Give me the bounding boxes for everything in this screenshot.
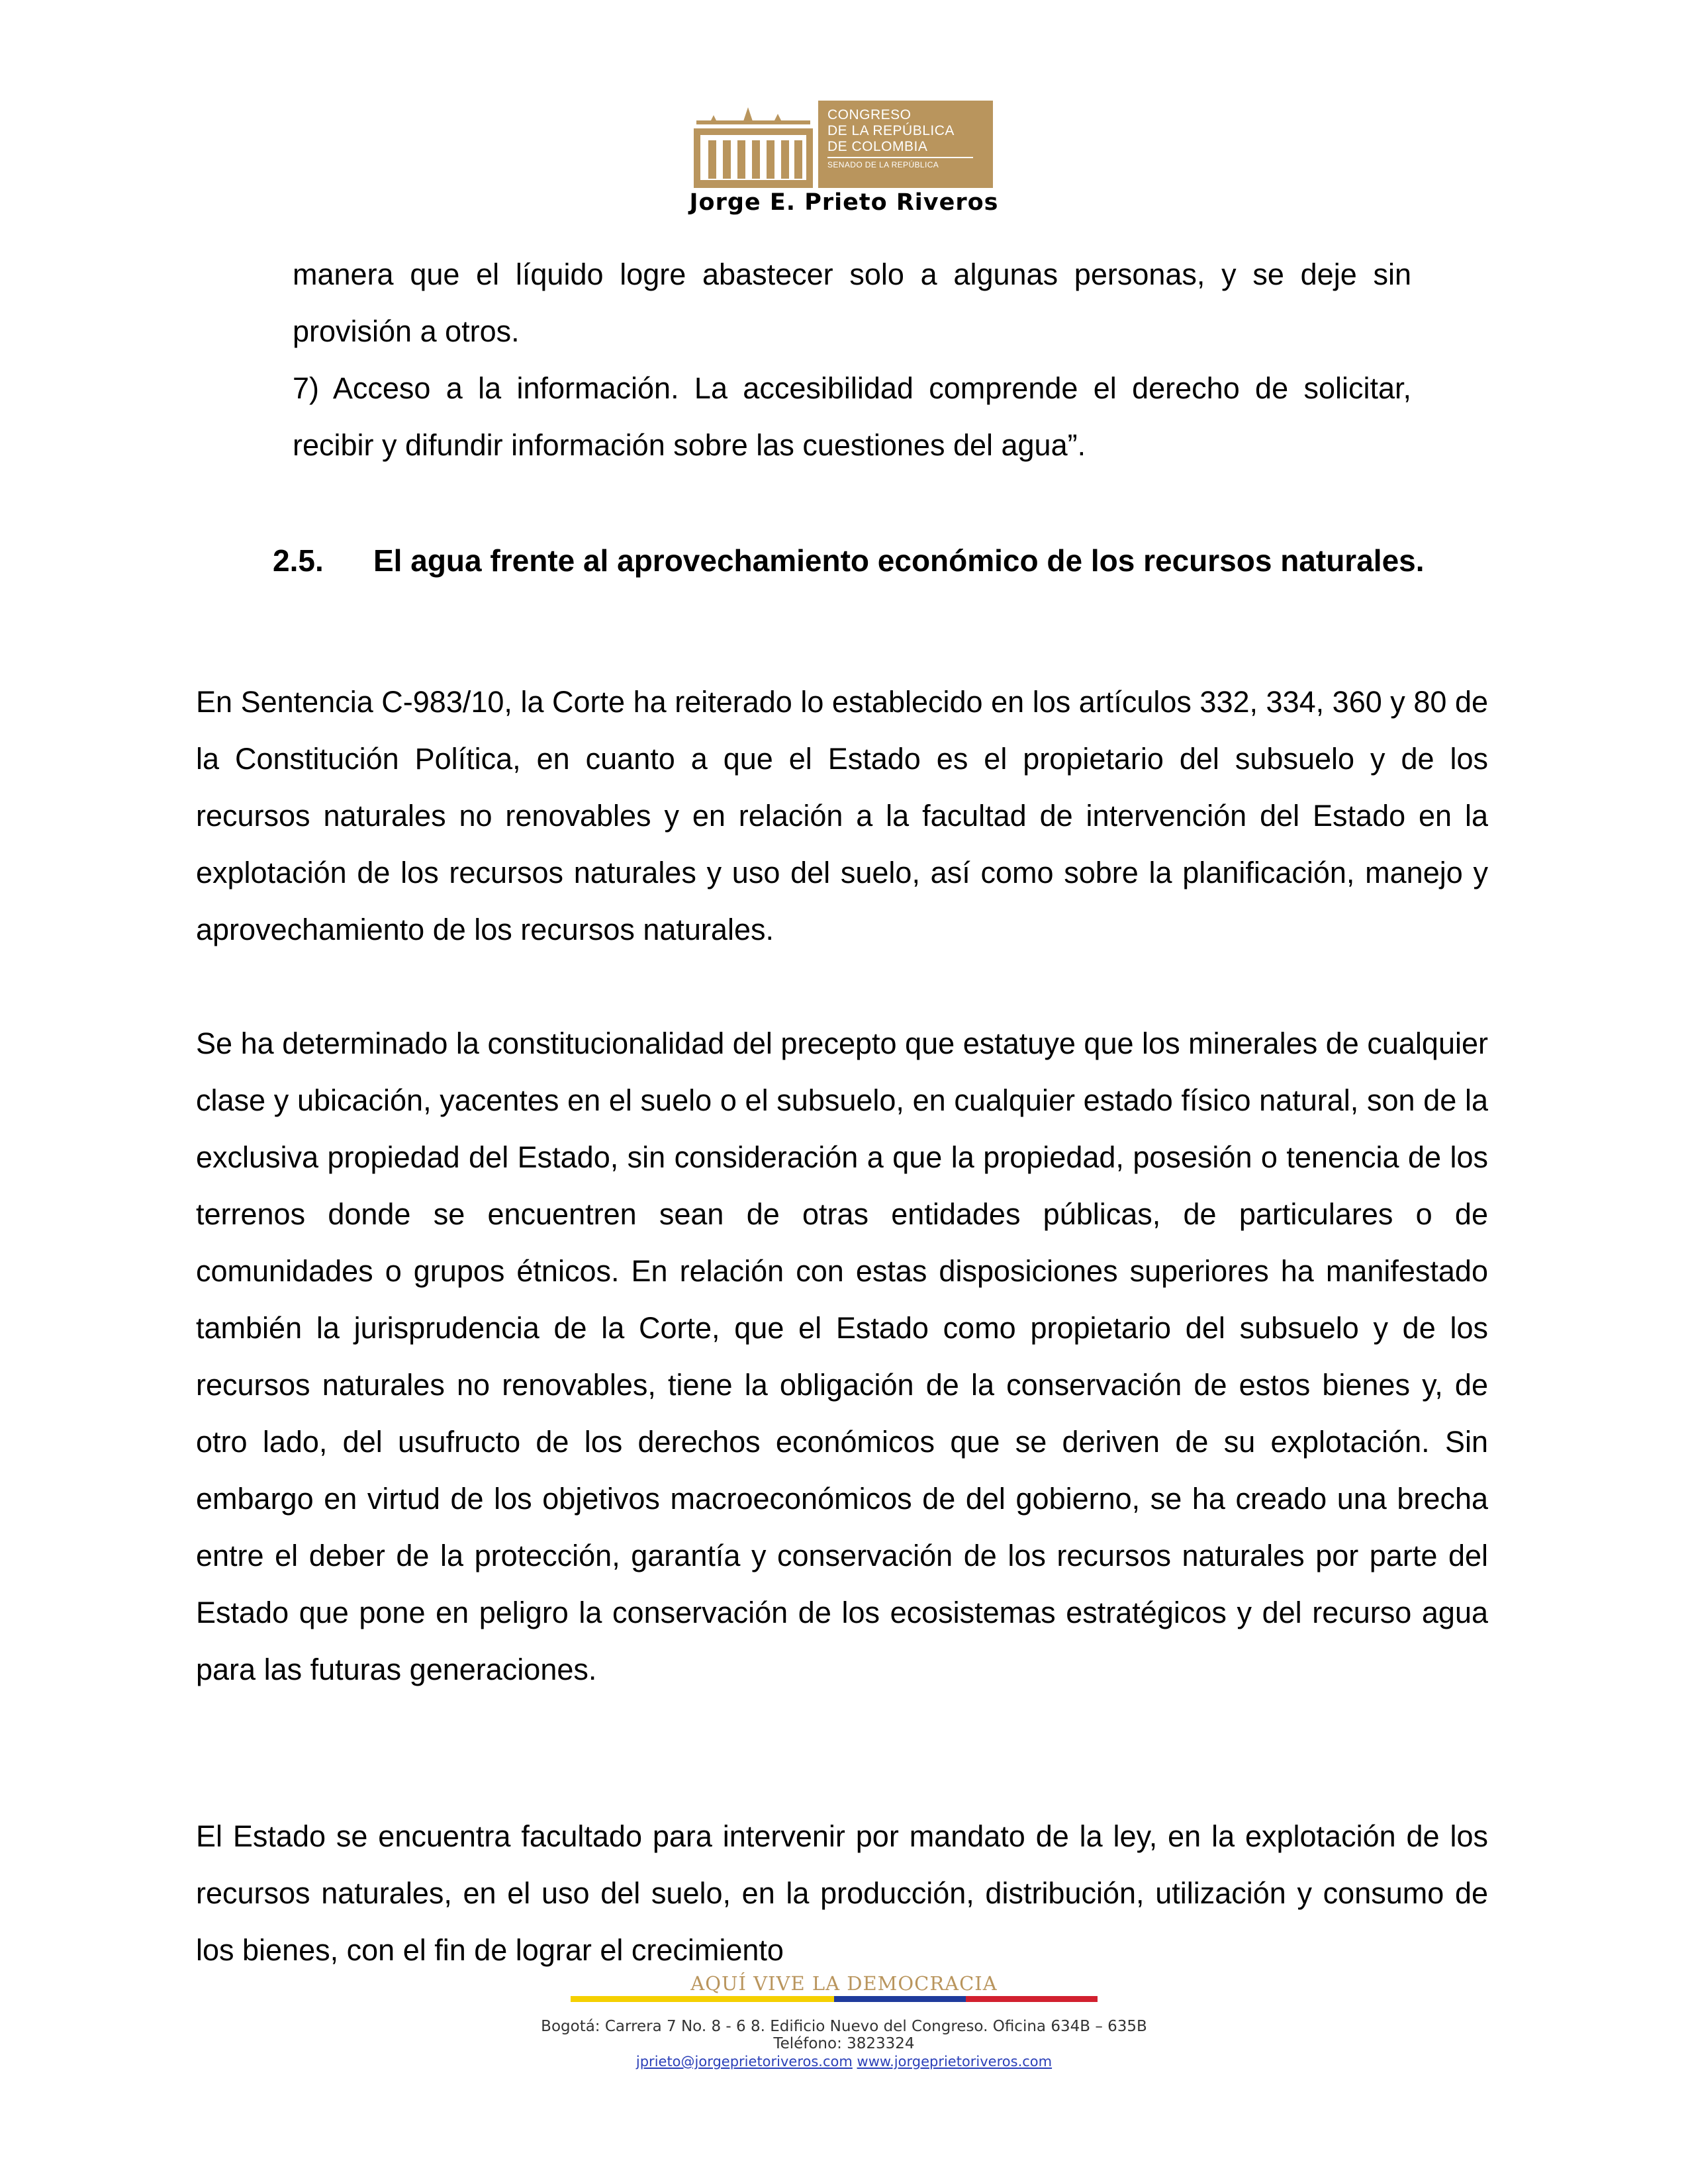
congreso-logo bbox=[694, 101, 993, 188]
footer-address: Bogotá: Carrera 7 No. 8 - 6 8. Edificio Nuevo del Congreso. Oficina 634B – 635B bbox=[541, 2018, 1147, 2035]
logo-line-1: CONGRESO bbox=[827, 107, 912, 122]
capitol-building-icon bbox=[694, 101, 813, 188]
section-title: El agua frente al aprovechamiento económico de los recursos naturales. bbox=[373, 543, 1425, 578]
paragraph-3: El Estado se encuentra facultado para intervenir por mandato de la ley, en la explotación de los recursos naturales, en el uso del suelo, en la producción, distribución, utilización y consumo de los bienes, con el fin de lograr el crecimiento bbox=[196, 1819, 1488, 1967]
logo-text-box bbox=[818, 101, 993, 188]
colombia-flag-bar bbox=[571, 1996, 1098, 2002]
paragraph-2: Se ha determinado la constitucionalidad del precepto que estatuye que los minerales de cualquier clase y ubicación, yacentes en el suelo o el subsuelo, en cualquier estado físico natural, son de la exclusiva propiedad del Estado, sin consideración a que la propiedad, posesión o tenencia de los terrenos donde se encuentren sean de otras entidades públicas, de particulares o de comunidades o grupos étnicos. En relación con estas disposiciones superiores ha manifestado también la jurisprudencia de la Corte, que el Estado como propietario del subsuelo y de los recursos naturales no renovables, tiene la obligación de la conservación de estos bienes y, de otro lado, del usufructo de los derechos económicos que se deriven de su explotación. Sin embargo en virtud de los objetivos macroeconómicos de del gobierno, se ha creado una brecha entre el deber de la protección, garantía y conservación de los recursos naturales por parte del Estado que pone en peligro la conservación de los ecosistemas estratégicos y del recurso agua para las futuras generaciones. bbox=[196, 1026, 1488, 1686]
footer-phone: Teléfono: 3823324 bbox=[773, 2035, 915, 2052]
footer-links bbox=[0, 2053, 1688, 2070]
footer-slogan: AQUÍ VIVE LA DEMOCRACIA bbox=[690, 1972, 998, 1995]
flag-red-stripe bbox=[966, 1996, 1098, 2002]
quote-text: manera que el líquido logre abastecer solo a algunas personas, y se deje sin provisión a otros. 7) Acceso a la información. La accesibilidad comprende el derecho de solicitar, recibir y difundir información sobre las cuestiones del agua”. bbox=[293, 257, 1411, 462]
flag-blue-stripe bbox=[834, 1996, 966, 2002]
logo-divider bbox=[827, 157, 973, 158]
logo-line-4: SENADO DE LA REPÚBLICA bbox=[827, 160, 939, 169]
email-link[interactable]: jprieto@jorgeprietoriveros.com bbox=[635, 2054, 853, 2070]
section-number: 2.5. bbox=[273, 543, 324, 578]
logo-line-3: DE COLOMBIA bbox=[827, 139, 928, 154]
paragraph-1: En Sentencia C-983/10, la Corte ha reiterado lo establecido en los artículos 332, 334, 360 y 80 de la Constitución Política, en cuanto a que el Estado es el propietario del subsuelo y de los recursos naturales no renovables y en relación a la facultad de intervención del Estado en la explotación de los recursos naturales y uso del suelo, así como sobre la planificación, manejo y aprovechamiento de los recursos naturales. bbox=[196, 685, 1488, 946]
website-link[interactable]: www.jorgeprietoriveros.com bbox=[857, 2054, 1053, 2070]
flag-yellow-stripe bbox=[571, 1996, 834, 2002]
author-name: Jorge E. Prieto Riveros bbox=[689, 189, 999, 216]
logo-line-2: DE LA REPÚBLICA bbox=[827, 123, 955, 138]
quote-continuation bbox=[293, 246, 1411, 474]
